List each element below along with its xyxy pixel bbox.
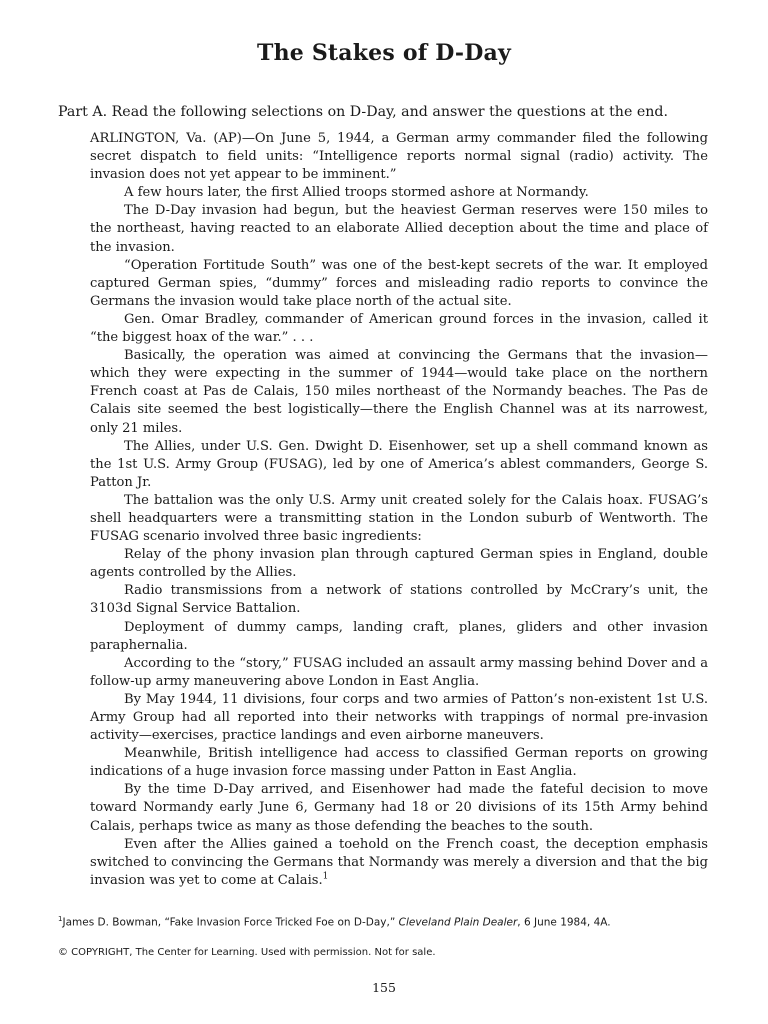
- paragraph-last: [90, 836, 708, 890]
- paragraph: By May 1944, 11 divisions, four corps and two armies of Patton’s non-existent 1st U.S. Army Group had all reported into their networks with trappings of normal pre-invasion activity—exercises, practice landings and even airborne maneuvers.: [90, 691, 708, 744]
- paragraph: The D-Day invasion had begun, but the heaviest German reserves were 150 miles to the northeast, having reacted to an elaborate Allied deception about the time and place of the invasion.: [90, 203, 708, 255]
- footnote: [58, 912, 748, 930]
- footnote-source: Cleveland Plain Dealer: [398, 916, 518, 929]
- footnote-text: James D. Bowman, “Fake Invasion Force Tricked Foe on D-Day,”: [62, 916, 399, 929]
- paragraph: A few hours later, the first Allied troops stormed ashore at Normandy.: [124, 185, 589, 201]
- paragraph-text: Even after the Allies gained a toehold on the French coast, the deception emphasis switched to convincing the Germans that Normandy was merely a diversion and that the big invasion was yet to come at Calais.: [90, 836, 708, 888]
- paragraph: Meanwhile, British intelligence had access to classified German reports on growing indications of a huge invasion force massing under Patton in East Anglia.: [90, 746, 708, 780]
- footnote-marker: 1: [58, 915, 63, 923]
- paragraph: “Operation Fortitude South” was one of the best-kept secrets of the war. It employed captured German spies, “dummy” forces and misleading radio reports to convince the Germans the invasion would take place north of the actual site.: [90, 257, 708, 309]
- footnote-citation: , 6 June 1984, 4A.: [517, 916, 611, 929]
- article-body: [90, 130, 708, 890]
- paragraph: According to the “story,” FUSAG included an assault army massing behind Dover and a follow-up army maneuvering above London in East Anglia.: [90, 655, 708, 689]
- paragraph: Radio transmissions from a network of stations controlled by McCrary’s unit, the 3103d Signal Service Battalion.: [90, 583, 708, 617]
- paragraph: ARLINGTON, Va. (AP)—On June 5, 1944, a German army commander filed the following secret dispatch to field units: “Intelligence reports normal signal (radio) activity. The invasion does not yet appear to be imminent.”: [90, 131, 708, 183]
- paragraph: Relay of the phony invasion plan through captured German spies in England, double agents controlled by the Allies.: [90, 547, 708, 581]
- paragraph: Gen. Omar Bradley, commander of American ground forces in the invasion, called it “the biggest hoax of the war.” . . .: [90, 311, 708, 346]
- footnote-reference: 1: [322, 871, 329, 882]
- copyright-notice: © COPYRIGHT, The Center for Learning. Used with permission. Not for sale.: [58, 947, 436, 958]
- paragraph: Basically, the operation was aimed at convincing the Germans that the invasion— which they were expecting in the summer of 1944—would take place on the northern French coast at Pas de Calais, 150 miles northeast of the Normandy beaches. The Pas de Calais site seemed the best logistically—there the English Channel was at its narrowest, only 21 miles.: [90, 348, 708, 436]
- paragraph: By the time D-Day arrived, and Eisenhower had made the fateful decision to move toward Normandy early June 6, Germany had 18 or 20 divisions of its 15th Army behind Calais, perhaps twice as many as those defending the beaches to the south.: [90, 782, 708, 834]
- page-title: The Stakes of D-Day: [257, 40, 511, 66]
- paragraph: The battalion was the only U.S. Army unit created solely for the Calais hoax. FUSAG’s shell headquarters were a transmitting station in the London suburb of Wentworth. The FUSAG scenario involved three basic ingredients:: [90, 492, 708, 545]
- part-a-instructions: Part A. Read the following selections on D-Day, and answer the questions at the end.: [58, 104, 668, 120]
- paragraph: The Allies, under U.S. Gen. Dwight D. Eisenhower, set up a shell command known as the 1st U.S. Army Group (FUSAG), led by one of America’s ablest commanders, George S. Patton Jr.: [90, 438, 708, 490]
- page-number: 155: [372, 980, 396, 995]
- paragraph: Deployment of dummy camps, landing craft, planes, gliders and other invasion paraphernalia.: [90, 619, 708, 653]
